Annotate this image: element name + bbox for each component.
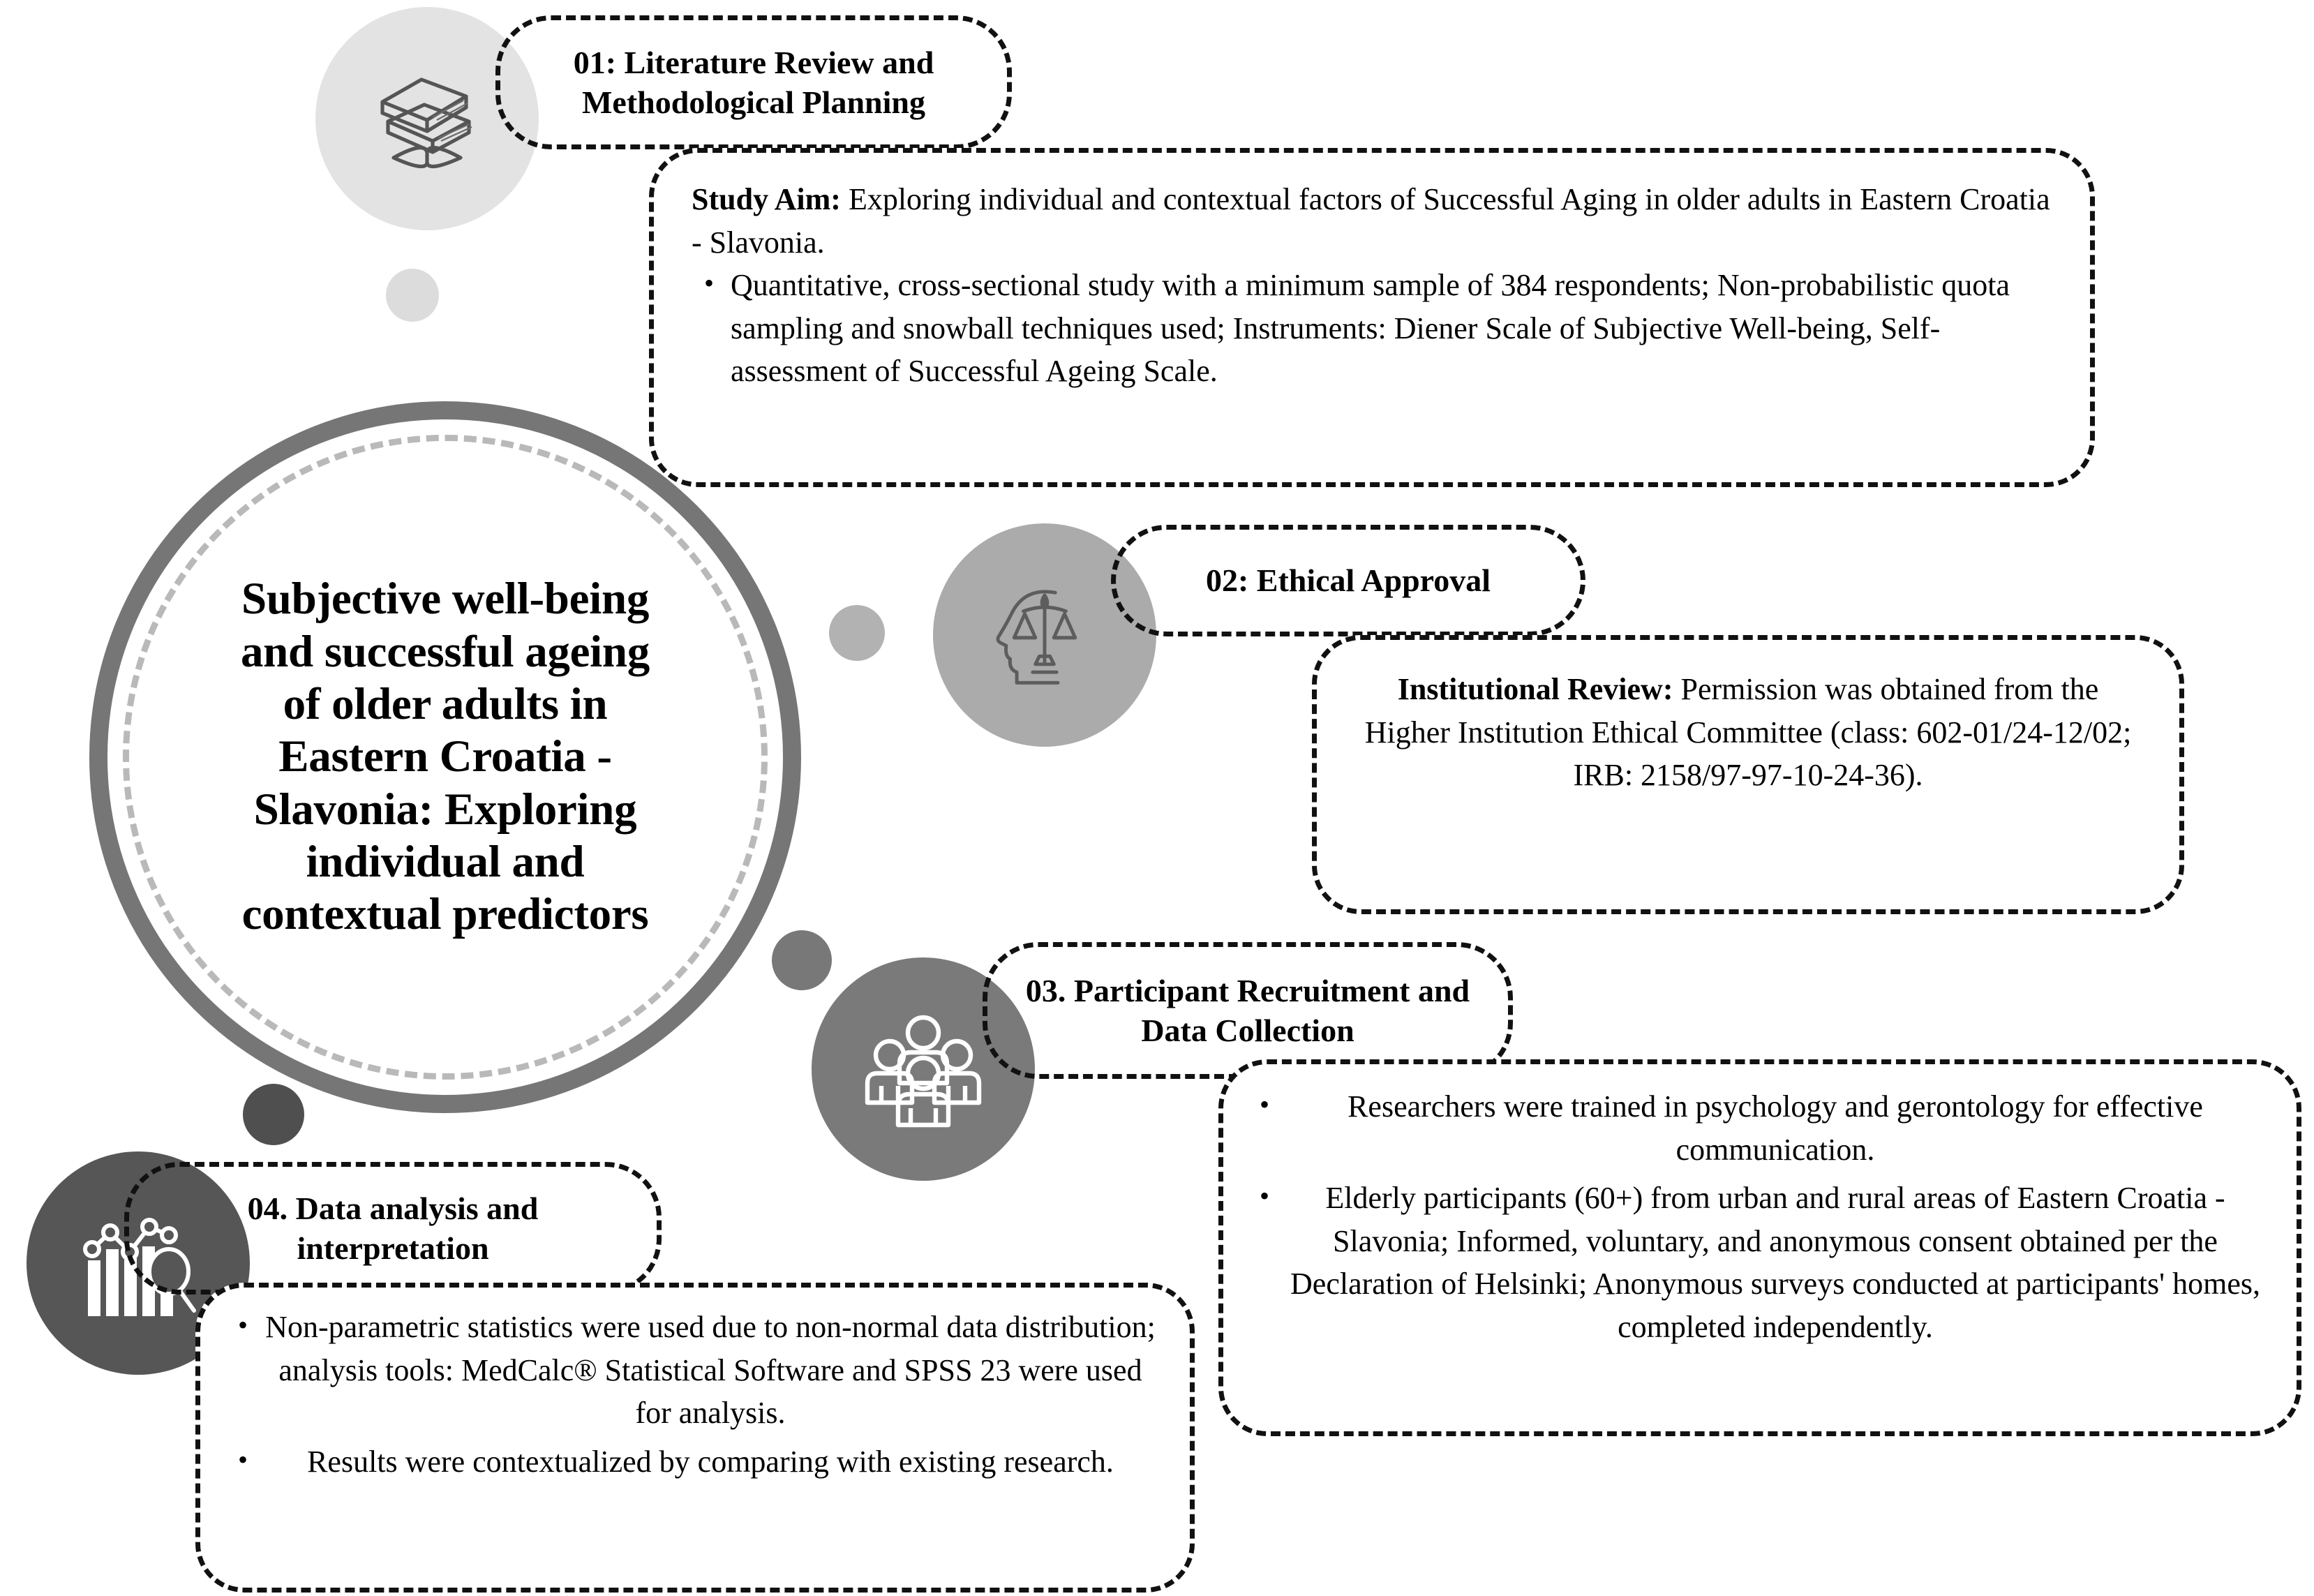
step-header-04: 04. Data analysis and interpretation (124, 1162, 662, 1295)
institutional-review-label: Institutional Review: (1397, 672, 1673, 706)
step-header-02: 02: Ethical Approval (1111, 525, 1585, 636)
study-aim-label: Study Aim: (692, 182, 841, 216)
study-aim-paragraph (692, 178, 2052, 264)
central-concept-circle (89, 401, 801, 1113)
decorative-dot-3 (772, 930, 832, 990)
list-item: • Elderly participants (60+) from urban and rural areas of Eastern Croatia - Slavonia; Informed, voluntary, and anonymous consent obtained per the Declaration of Helsinki; Anonymous surveys conducted at participants' homes, completed independently. (1254, 1177, 2266, 1348)
institutional-review-paragraph (1356, 668, 2140, 797)
decorative-dot-1 (386, 269, 439, 322)
decorative-dot-2 (829, 605, 885, 661)
list-item: • Results were contextualized by comparing with existing research. (232, 1440, 1158, 1484)
study-aim-text: Exploring individual and contextual factors of Successful Aging in older adults in Eastern Croatia - Slavonia. (692, 182, 2050, 260)
list-item: • Quantitative, cross-sectional study with a minimum sample of 384 respondents; Non-probabilistic quota sampling and snowball techniques used; Instruments: Diener Scale of Subjective Well-being, Self-assessment of Successful Ageing Scale. (692, 264, 2052, 393)
institutional-review-text: Permission was obtained from the Higher Institution Ethical Committee (class: 602-01/24-12/02; IRB: 2158/97-97-10-24-36). (1364, 672, 2132, 793)
step-03-bullet-list (1254, 1085, 2266, 1349)
list-item: • Researchers were trained in psychology and gerontology for effective communication. (1254, 1085, 2266, 1171)
step-body-01 (649, 148, 2095, 487)
step-body-04 (195, 1283, 1195, 1593)
step-04-bullet-list (232, 1306, 1158, 1483)
list-item: • Non-parametric statistics were used due to non-normal data distribution; analysis tools: MedCalc® Statistical Software and SPSS 23 were used for analysis. (232, 1306, 1158, 1435)
step-header-01: 01: Literature Review and Methodological Planning (495, 15, 1012, 149)
decorative-dot-4 (243, 1084, 304, 1145)
step-01-bullet-list (692, 264, 2052, 393)
step-header-03: 03. Participant Recruitment and Data Collection (983, 942, 1513, 1079)
step-body-02 (1312, 635, 2184, 914)
step-body-03 (1218, 1059, 2301, 1436)
central-title: Subjective well-being and successful ageing of older adults in Eastern Croatia - Slavonia: Exploring individual and contextual predictors (240, 574, 650, 940)
